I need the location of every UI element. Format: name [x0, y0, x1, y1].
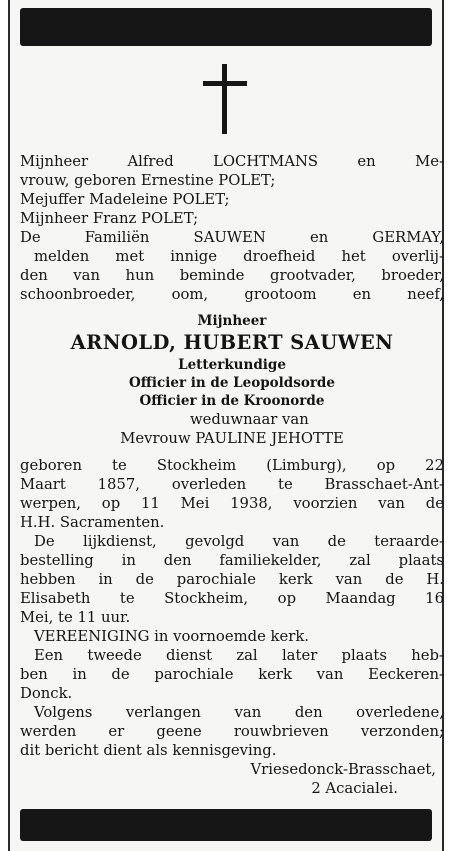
wish-line: werden er geene rouwbrieven verzonden; [20, 723, 444, 740]
title-line: Letterkundige [178, 357, 286, 373]
service-line: Elisabeth te Stockheim, op Maandag 16 [20, 590, 444, 607]
service-line: hebben in de parochiale kerk van de H. [20, 571, 444, 588]
meeting-line: VEREENIGING in voornoemde kerk. [34, 628, 309, 645]
deceased-name: ARNOLD, HUBERT SAUWEN [70, 331, 394, 354]
bottom-mourning-band [20, 809, 432, 841]
intro-line: Mijnheer Franz POLET; [20, 210, 199, 227]
intro-line: schoonbroeder, oom, grootoom en neef, [20, 286, 444, 303]
service-line: De lijkdienst, gevolgd van de teraarde- [34, 533, 444, 550]
service-line: Mei, te 11 uur. [20, 609, 131, 626]
intro-line: vrouw, geboren Ernestine POLET; [20, 172, 276, 189]
intro-line: Mijnheer Alfred LOCHTMANS en Me- [20, 153, 444, 170]
wish-line: Volgens verlangen van den overledene, [34, 704, 444, 721]
service-line: bestelling in den familiekelder, zal plaats [20, 552, 444, 569]
second-service-line: Een tweede dienst zal later plaats heb- [34, 647, 444, 664]
spouse-name: Mevrouw PAULINE JEHOTTE [120, 430, 344, 447]
cross-icon [203, 64, 247, 134]
wish-line: dit bericht dient als kennisgeving. [20, 742, 277, 759]
intro-line: melden met innige droefheid het overlij- [34, 248, 444, 265]
intro-line: De Familiën SAUWEN en GERMAY, [20, 229, 444, 246]
intro-line: Mejuffer Madeleine POLET; [20, 191, 230, 208]
details-line: werpen, op 11 Mei 1938, voorzien van de [20, 495, 444, 512]
intro-line: den van hun beminde grootvader, broeder, [20, 267, 444, 284]
top-mourning-band [20, 8, 432, 46]
title-line: Officier in de Kroonorde [139, 393, 325, 409]
honorific: Mijnheer [197, 313, 267, 329]
details-line: H.H. Sacramenten. [20, 514, 165, 531]
details-line: geboren te Stockheim (Limburg), op 22 [20, 457, 444, 474]
obituary-card [8, 0, 444, 851]
address-place: Vriesedonck-Brasschaet, [250, 761, 436, 778]
obituary-text [20, 152, 444, 798]
title-line: Officier in de Leopoldsorde [129, 375, 335, 391]
widower-label: weduwnaar van [190, 411, 309, 428]
details-line: Maart 1857, overleden te Brasschaet-Ant- [20, 476, 444, 493]
second-service-line: Donck. [20, 685, 73, 702]
address-street: 2 Acacialei. [311, 780, 398, 797]
second-service-line: ben in de parochiale kerk van Eeckeren- [20, 666, 444, 683]
